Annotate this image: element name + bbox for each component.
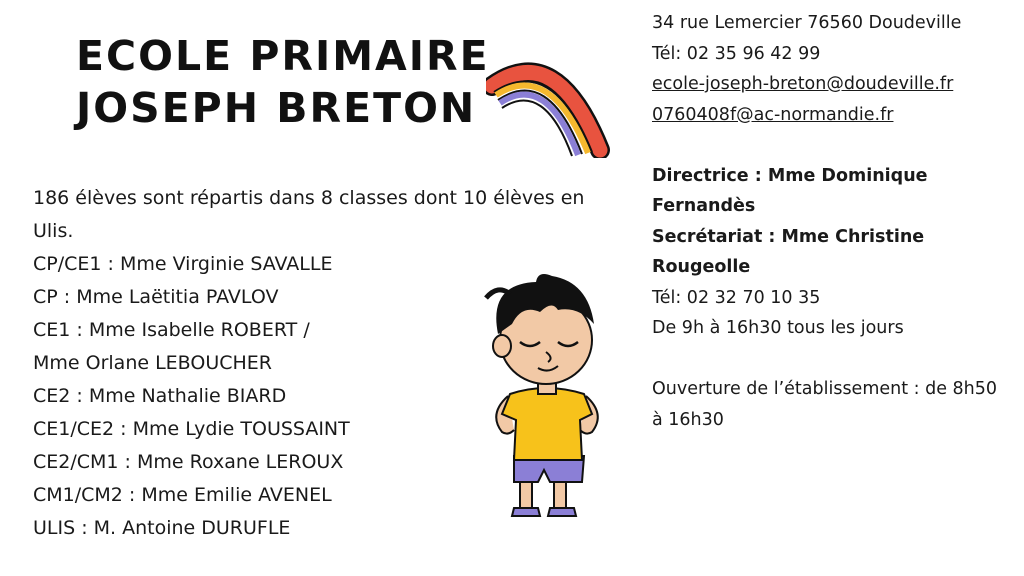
list-item: CE1/CE2 : Mme Lydie TOUSSAINT: [33, 418, 350, 440]
school-title: [76, 30, 496, 134]
school-address: 34 rue Lemercier 76560 Doudeville: [652, 13, 962, 33]
rainbow-icon: [486, 54, 610, 158]
list-item: Mme Orlane LEBOUCHER: [33, 352, 273, 374]
school-title-line2: JOSEPH BRETON: [76, 84, 477, 132]
list-item: CE2 : Mme Nathalie BIARD: [33, 385, 287, 407]
secretariat-name: Secrétariat : Mme Christine Rougeolle: [652, 226, 925, 277]
secretariat-phone: Tél: 02 32 70 10 35: [652, 287, 821, 308]
opening-hours: Ouverture de l’établissement : de 8h50 à 16h30: [652, 379, 998, 430]
school-title-line1: ECOLE PRIMAIRE: [76, 32, 490, 80]
director-name: Directrice : Mme Dominique Fernandès: [652, 165, 928, 216]
list-item: ULIS : M. Antoine DURUFLE: [33, 517, 291, 539]
secretariat-hours: De 9h à 16h30 tous les jours: [652, 318, 904, 338]
list-item: CE2/CM1 : Mme Roxane LEROUX: [33, 451, 344, 473]
contact-panel: [652, 8, 1012, 435]
child-illustration: [458, 264, 608, 524]
email-link-school[interactable]: ecole-joseph-breton@doudeville.fr: [652, 74, 954, 94]
classes-intro: 186 élèves sont répartis dans 8 classes dont 10 élèves en Ulis.: [33, 187, 585, 242]
list-item: CE1 : Mme Isabelle ROBERT /: [33, 319, 310, 341]
list-item: CP : Mme Laëtitia PAVLOV: [33, 286, 279, 308]
list-item: CP/CE1 : Mme Virginie SAVALLE: [33, 253, 333, 275]
list-item: CM1/CM2 : Mme Emilie AVENEL: [33, 484, 332, 506]
email-link-academy[interactable]: 0760408f@ac-normandie.fr: [652, 104, 894, 125]
school-phone: Tél: 02 35 96 42 99: [652, 43, 821, 64]
